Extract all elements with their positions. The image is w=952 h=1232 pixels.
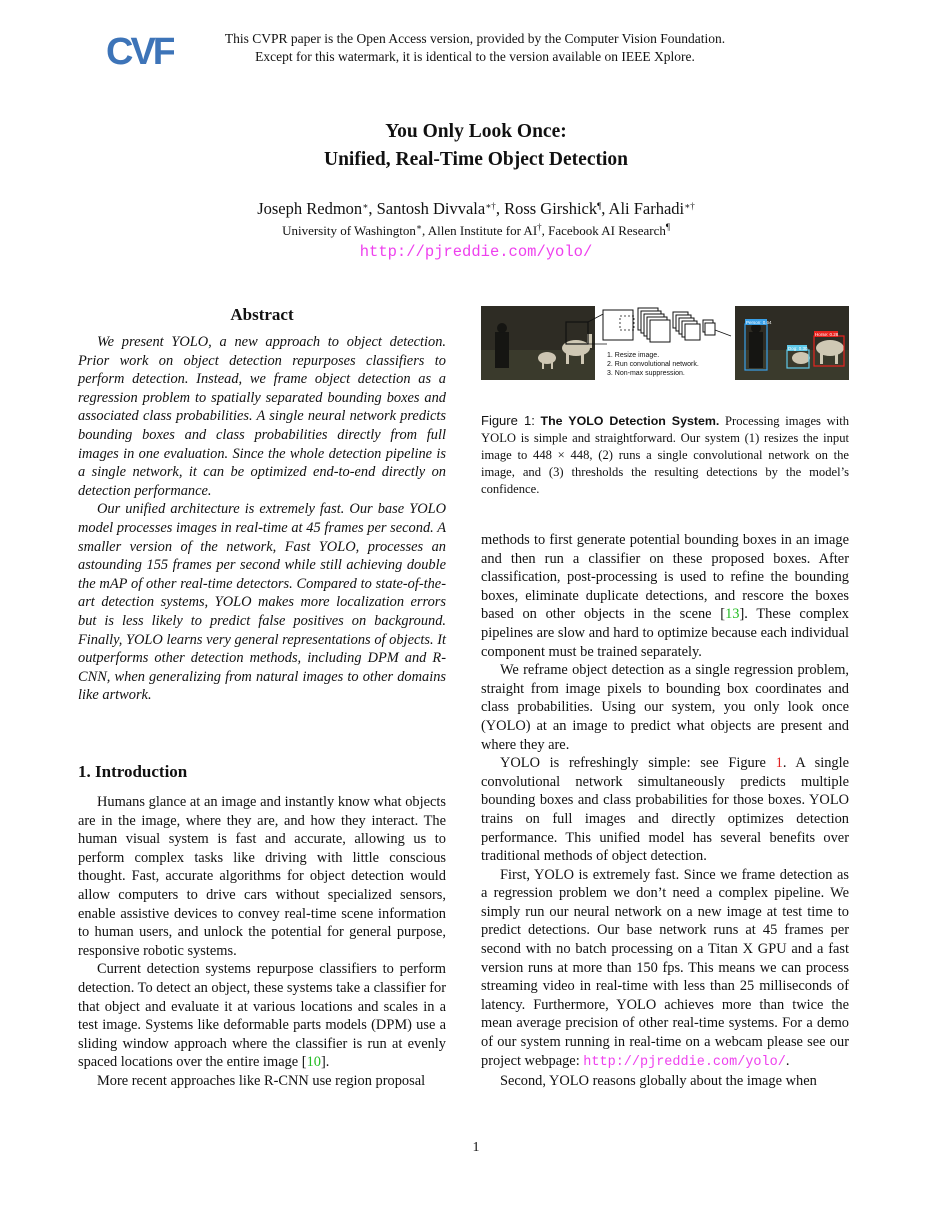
intro-paragraph-3: More recent approaches like R-CNN use region proposal	[97, 1072, 426, 1089]
watermark-line-1: This CVPR paper is the Open Access version, provided by the Computer Vision Foundation.	[224, 31, 726, 46]
affiliation: Facebook AI Research¶	[548, 222, 670, 238]
page-number: 1	[472, 1140, 480, 1155]
author: Joseph Redmon∗,	[257, 199, 377, 218]
conv-network-icon	[603, 308, 731, 342]
title-line-2: Unified, Real-Time Object Detection	[324, 149, 628, 170]
right-paragraph-3: YOLO is refreshingly simple: see Figure 1. A single convolutional network simultaneously predicts multiple bounding boxes and class probabilities for those boxes. YOLO trains on full images and directly optimizes detection performance. This unified model has several benefits over traditional methods of object detection.	[481, 755, 849, 865]
figure-title: The YOLO Detection System.	[540, 414, 720, 428]
affiliation: Allen Institute for AI†,	[427, 222, 549, 238]
person-label: Person: 0.64	[746, 320, 772, 325]
abstract-heading: Abstract	[230, 305, 294, 324]
demo-url-link[interactable]: http://pjreddie.com/yolo/	[583, 1054, 786, 1070]
affiliation: University of Washington∗,	[282, 222, 428, 238]
intro-paragraph-2: Current detection systems repurpose classifiers to perform detection. To detect an object, these systems take a classifier for that object and evaluate it at various locations and scales in a test image. Systems like deformable parts models (DPM) use a sliding window approach where the classifier is run at evenly spaced locations over the entire image [10].	[78, 961, 446, 1071]
abstract-paragraph-1: We present YOLO, a new approach to object detection. Prior work on object detection repurposes classifiers to perform detection. Instead, we frame object detection as a regression problem to spatially separated bounding boxes and associated class probabilities. A single neural network predicts bounding boxes and class probabilities directly from full images in one evaluation. Since the whole detection pipeline is a single network, it can be optimized end-to-end directly on detection performance.	[78, 334, 446, 499]
step-1-label: 1. Resize image.	[607, 352, 660, 359]
cvf-logo	[104, 26, 174, 72]
author-list	[120, 199, 832, 219]
watermark-line-2: Except for this watermark, it is identical to the version available on IEEE Xplore.	[255, 49, 695, 64]
right-paragraph-5: Second, YOLO reasons globally about the image when	[500, 1073, 817, 1090]
svg-text:CVF: CVF	[106, 31, 173, 72]
introduction-body	[78, 793, 446, 1091]
author: Ali Farhadi∗†	[608, 199, 695, 218]
figure-label: Figure 1:	[481, 413, 535, 428]
citation-link[interactable]: 10	[306, 1054, 321, 1071]
paper-title	[150, 118, 802, 174]
person-silhouette	[495, 332, 509, 368]
author: Ross Girshick¶,	[504, 199, 609, 218]
figure-ref-link[interactable]: 1	[775, 755, 783, 772]
author: Santosh Divvala∗†,	[376, 199, 505, 218]
intro-paragraph-1: Humans glance at an image and instantly know what objects are in the image, where they are, and how they interact. The human visual system is fast and accurate, allowing us to perform complex tasks like driving with little conscious thought. Fast, accurate algorithms for object detection would allow computers to drive cars without specialized sensors, enable assistive devices to convey real-time scene information to human users, and unlock the potential for general purpose, responsive robotic systems.	[78, 794, 446, 959]
right-paragraph-2: We reframe object detection as a single regression problem, straight from image pixels to bounding box coordinates and class probabilities. Using our system, you only look once (YOLO) at an image to predict what objects are present and where they are.	[481, 662, 849, 753]
dog-shape	[538, 352, 556, 364]
right-paragraph-1: methods to first generate potential bounding boxes in an image and then run a classifier on these proposed boxes. After classification, post-processing is used to refine the bounding boxes, eliminate duplicate detections, and rescore the boxes based on other objects in the scene [13]. These complex pipelines are slow and hard to optimize because each individual component must be trained separately.	[481, 532, 849, 660]
abstract-body	[78, 333, 446, 705]
horse-label: Horse: 0.28	[815, 332, 839, 337]
figure-1-caption: Figure 1: The YOLO Detection System. Processing images with YOLO is simple and straightforward. Our system (1) resizes the input image to 448 × 448, (2) runs a single convolutional network on the image, and (3) thresholds the resulting detections by the model’s confidence.	[481, 413, 850, 496]
abstract-paragraph-2: Our unified architecture is extremely fast. Our base YOLO model processes images in real-time at 45 frames per second. A smaller version of the network, Fast YOLO, processes an astounding 155 frames per second while still achieving double the mAP of other real-time detectors. Compared to state-of-the-art detection systems, YOLO makes more localization errors but is less likely to predict false positives on background. Finally, YOLO learns very general representations of objects. It outperforms other detection methods, including DPM and R-CNN, when generalizing from natural images to other domains like artwork.	[78, 501, 446, 704]
caption-math: 448 × 448	[533, 448, 590, 462]
figure-1-yolo-pipeline	[481, 306, 849, 380]
step-2-label: 2. Run convolutional network.	[607, 361, 699, 368]
right-paragraph-4: First, YOLO is extremely fast. Since we frame detection as a regression problem we don’t need a complex pipeline. We simply run our neural network on a new image at test time to predict detections. Our base network runs at 45 frames per second with no batch processing on a Titan X GPU and a fast version runs at more than 150 fps. This means we can process streaming video in real-time with less than 25 milliseconds of latency. Furthermore, YOLO achieves more than twice the mean average precision of other real-time systems. For a demo of our system running in real-time on a webcam please see our project webpage: http://pjreddie.com/yolo/.	[481, 866, 849, 1070]
watermark-notice	[190, 30, 760, 66]
project-url-link[interactable]: http://pjreddie.com/yolo/	[359, 243, 593, 261]
title-line-1: You Only Look Once:	[385, 121, 567, 142]
step-3-label: 3. Non-max suppression.	[607, 370, 685, 377]
dog-label: Dog: 0.30	[788, 346, 808, 351]
citation-link[interactable]: 13	[725, 606, 740, 623]
introduction-heading: 1. Introduction	[78, 762, 188, 781]
right-column-body	[481, 531, 849, 1091]
affiliations	[120, 223, 832, 239]
